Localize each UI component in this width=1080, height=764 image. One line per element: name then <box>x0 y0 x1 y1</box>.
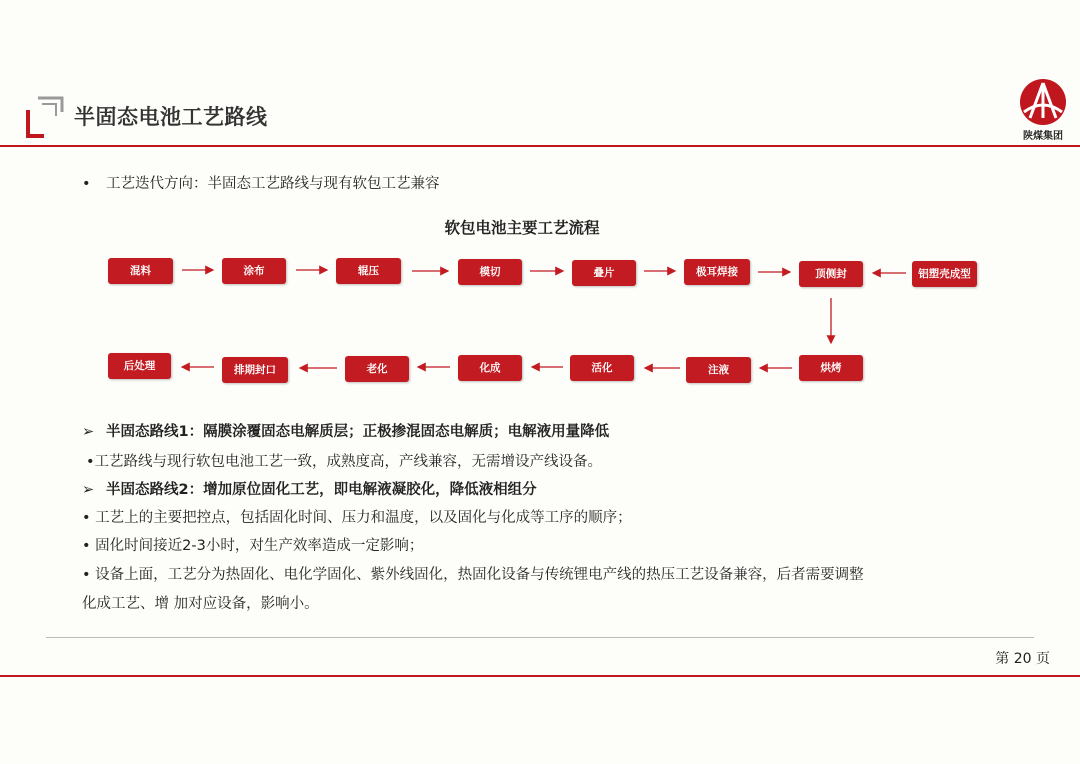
flow-step-sealing: 排期封口 <box>222 357 288 383</box>
route2-point-2: • 固化时间接近2-3小时，对生产效率造成一定影响； <box>82 538 424 554</box>
footer-red-line <box>0 675 1080 677</box>
intro-text: 工艺迭代方向：半固态工艺路线与现有软包工艺兼容 <box>106 176 440 192</box>
flow-step-baking: 烘烤 <box>799 355 863 381</box>
page-title: 半固态电池工艺路线 <box>74 105 268 129</box>
flow-step-die-cutting: 模切 <box>458 259 522 285</box>
flow-step-stacking: 叠片 <box>572 260 636 286</box>
route2-point-3-cont: 化成工艺、增 加对应设备，影响小。 <box>82 596 319 612</box>
flow-step-aging: 老化 <box>345 356 409 382</box>
route2-point-1: • 工艺上的主要把控点，包括固化时间、压力和温度，以及固化与化成等工序的顺序； <box>82 510 632 526</box>
route1-title: 半固态路线1：隔膜涂覆固态电解质层；正极掺混固态电解质；电解液用量降低 <box>106 424 610 440</box>
flow-step-aluminum-shell: 铝塑壳成型 <box>912 261 977 287</box>
flow-step-formation: 化成 <box>458 355 522 381</box>
flow-title: 软包电池主要工艺流程 <box>444 219 600 237</box>
logo-text: 陕煤集团 <box>1023 131 1063 142</box>
header-divider <box>0 145 1080 147</box>
flow-step-rolling: 辊压 <box>336 258 401 284</box>
footer-divider <box>46 637 1034 638</box>
arrow-bullet-icon: ➢ <box>82 424 95 440</box>
flow-step-activation: 活化 <box>570 355 634 381</box>
flow-step-injection: 注液 <box>686 357 751 383</box>
flow-step-mixing: 混料 <box>108 258 173 284</box>
flow-step-tab-welding: 极耳焊接 <box>684 259 750 285</box>
flow-step-top-side-seal: 顶侧封 <box>799 261 863 287</box>
intro-bullet <box>82 172 440 193</box>
route2-heading <box>82 478 537 499</box>
arrow-bullet-icon: ➢ <box>82 482 95 498</box>
flow-step-coating: 涂布 <box>222 258 286 284</box>
route1-heading <box>82 420 609 441</box>
bullet-dot: • <box>82 176 91 192</box>
route1-point: •工艺路线与现行软包电池工艺一致，成熟度高，产线兼容，无需增设产线设备。 <box>86 454 603 470</box>
route2-point-3: • 设备上面，工艺分为热固化、电化学固化、紫外线固化，热固化设备与传统锂电产线的热压工艺设备兼容，后者需要调整 <box>82 567 864 583</box>
corner-bracket-icon <box>26 96 64 138</box>
route2-title: 半固态路线2：增加原位固化工艺，即电解液凝胶化，降低液相组分 <box>106 482 537 498</box>
flow-step-post-processing: 后处理 <box>108 353 171 379</box>
page-number: 第 20 页 <box>995 651 1050 667</box>
